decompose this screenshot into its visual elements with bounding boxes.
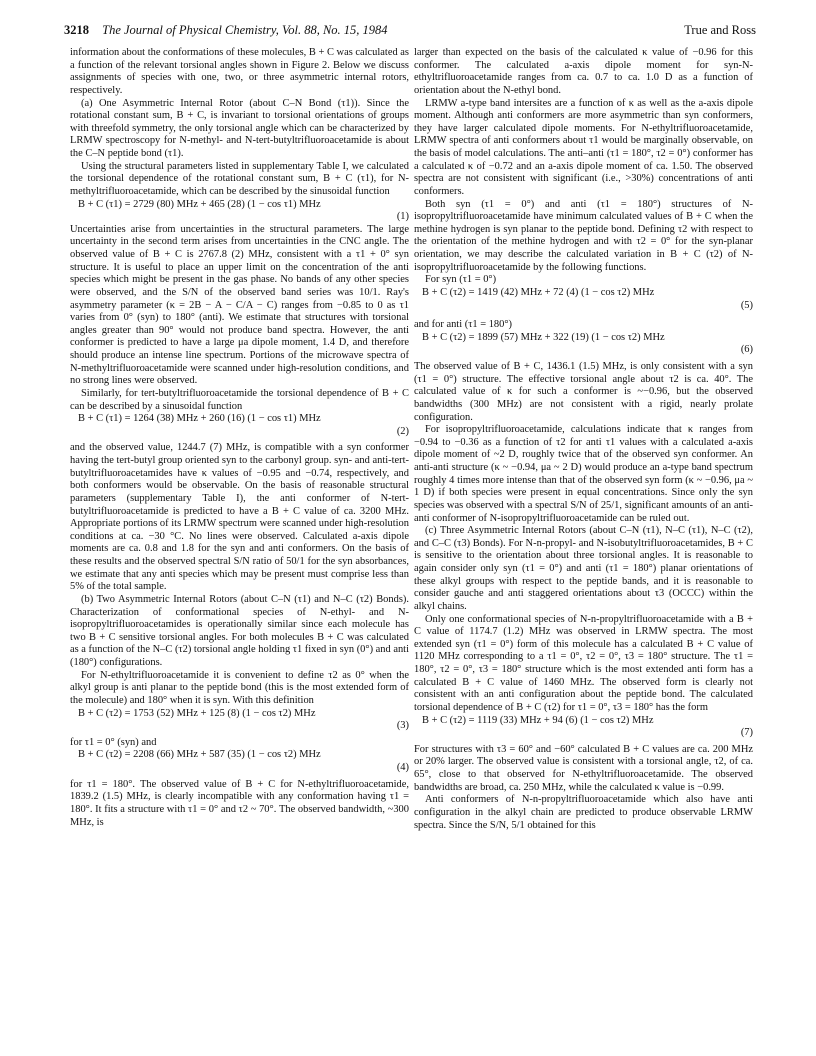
equation-text: B + C (τ2) = 1119 (33) MHz + 94 (6) (1 − cos τ2) MHz [422,714,654,726]
equation-number: (1) [396,211,409,223]
paragraph: and the observed value, 1244.7 (7) MHz, is compatible with a syn conformer having the tert-butyl group oriented syn to the carbonyl group. syn- and anti-tert-butyltrifluoroacetamides have κ values of −0.95 and −0.74, respectively, and both conformers would be observable. On the basis of reasonable structural parameters (supplementary Table I), the anti conformer of N-tert-butyltrifluoroacetamide is predicted to have a B + C value of ca. 3200 MHz. Appropriate portions of its LRMW spectrum were scanned under high-resolution conditions at ca. −30 °C. No lines were observed. Calculated a-axis dipole moments are ca. 0.8 and 1.8 for the syn and anti conformers. On the basis of these results and the observed spectral S/N ratio of 50/1 for the syn absorbances, we estimate that any anti species which may be present must comprise less than 5% of the total sample. [70,442,409,593]
equation-text: B + C (τ2) = 2208 (66) MHz + 587 (35) (1 − cos τ2) MHz [78,749,321,761]
section-c-paragraph: (c) Three Asymmetric Internal Rotors (about C–N (τ1), N–C (τ1), N–C (τ2), and C–C (τ3) Bonds). For N-n-propyl- and N-isobutyltrifluoroacetamides, B + C is sensitive to the orientation about three torsional angles. It is reasonable to again consider only syn (τ1 = 0°) and anti (τ1 = 180°) planar orientations of these alkyl groups with respect to the peptide bands, and it is reasonable to consider gauche and anti staggered orientations about τ3 (OCCC) within the alkyl chains. [414,525,753,612]
page-header [64,20,756,40]
equation-number: (3) [396,720,409,732]
equation-2 [70,413,409,426]
equation-number: (4) [396,762,409,773]
paragraph: larger than expected on the basis of the calculated κ value of −0.96 for this conformer. The calculated a-axis dipole moment for syn-N-ethyltrifluoroacetamide ranges from ca. 0.7 to ca. 1.0 D as a function of orientation about the N-ethyl bond. [414,47,753,96]
paragraph: information about the conformations of these molecules, B + C was calculated as a function of the relevant torsional angles shown in Figure 2. Below we discuss assignments of species with one, two, or three asymmetric internal rotors, respectively. [70,47,409,96]
paragraph: Similarly, for tert-butyltrifluoroacetamide the torsional dependence of B + C can be described by a sinusoidal function [70,387,409,412]
paragraph: For structures with τ3 = 60° and −60° calculated B + C values are ca. 200 MHz or 20% larger. The observed value is consistent with a torsional angle, τ2, of ca. 65°, close to that observed for N-ethyltrifluoroacetamide. The observed bandwidths are broad, ca. 250 MHz, while the calculated κ value is −0.99. [414,743,753,793]
section-b-paragraph: (b) Two Asymmetric Internal Rotors (about C–N (τ1) and N–C (τ2) Bonds). Characterization of conformational species of N-ethyl- and N-isopropyltrifluoroacetamides is operationally similar since each molecule has two B + C sensitive torsional angles. For both molecules B + C was calculated as a function of the N–C (τ2) torsional angle holding τ1 fixed in syn (0°) and anti (180°) configurations. [70,593,409,668]
running-authors: True and Ross [684,23,756,37]
paragraph: LRMW a-type band intersites are a function of κ as well as the a-axis dipole moment. Although anti conformers are more asymmetric than syn conformers, they have larger calculated dipole moments. For N-ethyltrifluoroacetamide, LRMW spectra of anti conformers about τ1 would be marginally observable, on the basis of model calculations. The anti–anti (τ1 = 180°, τ2 = 0°) conformer has a calculated κ of −0.72 and an a-axis dipole moment of ca. 1.50. The observed spectra are not consistent with significant (i.e., >30%) concentrations of anti conformers. [414,97,753,197]
equation-6 [414,332,753,345]
paragraph: The observed value of B + C, 1436.1 (1.5) MHz, is only consistent with a syn (τ1 = 0°) structure. The effective torsional angle about τ2 is ca. 40°. The calculated value of κ for such a conformer is ~−0.96, but the observed bandwidths (300 MHz) are not consistent with a rigid, nearly prolate configuration. [414,361,753,423]
equation-text: B + C (τ1) = 2729 (80) MHz + 465 (28) (1 − cos τ1) MHz [78,198,321,210]
equation-3 [70,708,409,721]
equation-5 [414,287,753,300]
equation-1 [70,199,409,212]
equation-number: (2) [396,425,409,437]
equation-number: (6) [740,344,753,356]
paragraph: For N-ethyltrifluoroacetamide it is convenient to define τ2 as 0° when the alkyl group is anti planar to the peptide bond (this is the most extended form of the molecule) and 180° when it is syn. With this definition [70,669,409,706]
equation-text: B + C (τ2) = 1899 (57) MHz + 322 (19) (1 − cos τ2) MHz [422,331,665,343]
journal-title: The Journal of Physical Chemistry, Vol. 88, No. 15, 1984 [102,23,388,37]
right-column [414,47,753,832]
paragraph: Uncertainties arise from uncertainties in the structural parameters. The large uncertainty in the second term arises from uncertainties in the CNC angle. The observed value of B + C is 2767.8 (2) MHz, consistent with a τ1 + 0° syn structure. It is useful to place an upper limit on the concentration of the anti species which might be present in the gas phase. No bands of any other species were observed, and the S/N of the observed band series was 10/1. Ray's asymmetry parameter (κ = 2B − A − C/A − C) ranges from −0.85 to 0 as τ1 varies from 0° (syn) to 180° (anti). We estimate that structures with torsional angles greater than 90° would not produce band spectra. However, the anti conformer is predicted to have a large μa dipole moment, 1.4 D, and therefore should produce an intense line spectrum. Portions of the microwave spectra of N-methyltrifluoroacetamide were scanned under high-resolution conditions, and no strong lines were observed. [70,223,409,387]
paragraph: for τ1 = 0° (syn) and [70,736,157,748]
page-number: 3218 [64,23,89,37]
paragraph: for τ1 = 180°. The observed value of B + C for N-ethyltrifluoroacetamide, 1839.2 (1.5) MHz, is clearly incompatible with any conformation having τ1 = 180°. It fits a structure with τ1 = 0° and τ2 ~ 70°. The observed bandwidth, ~300 MHz, is [70,778,409,828]
paragraph: and for anti (τ1 = 180°) [414,319,513,331]
left-column [70,47,409,829]
equation-7 [414,715,753,728]
equation-text: B + C (τ2) = 1419 (42) MHz + 72 (4) (1 − cos τ2) MHz [422,286,655,298]
equation-number: (5) [740,299,753,311]
paragraph: Anti conformers of N-n-propyltrifluoroacetamide which also have anti configuration in the alkyl chain are predicted to produce observable LRMW spectra. Since the S/N, 5/1 obtained for this [414,794,753,831]
paragraph: Only one conformational species of N-n-propyltrifluoroacetamide with a B + C value of 1174.7 (1.2) MHz was observed in LRMW spectra. The most extended syn (τ1 = 0°) form of this molecule has a calculated B + C value of 1120 MHz corresponding to a τ1 = 0°, τ2 = 0°, τ3 = 180° structure. The τ1 = 180°, τ2 = 0°, τ3 = 180° structure which is the most extended anti form has a calculated B + C value of 1460 MHz. The observed form is clearly not consistent with an anti configuration about the peptide bond. The calculated torsional dependence of B + C (τ2) for τ1 = 0°, τ3 = 180° has the form [414,613,753,713]
equation-number: (7) [740,727,753,739]
paragraph: Both syn (τ1 = 0°) and anti (τ1 = 180°) structures of N-isopropyltrifluoroacetamide have minimum calculated values of B + C when the methine hydrogen is syn planar to the peptide bond. Defining τ2 with respect to the orientation of the methine hydrogen and with τ2 = 0° for the syn-planar orientation, we may describe the calculated variation in B + C (τ2) of N-isopropyltrifluoroacetamide by the following functions. [414,198,753,273]
paragraph: Using the structural parameters listed in supplementary Table I, we calculated the torsional dependence of the rotational constant sum, B + C (τ1), for N-methyltrifluoroacetamide, which can be described by the sinusoidal function [70,160,409,197]
equation-4 [70,749,409,762]
section-a-paragraph: (a) One Asymmetric Internal Rotor (about C–N Bond (τ1)). Since the rotational constant sum, B + C, is invariant to torsional orientations of groups with threefold symmetry, the only torsional angle which can be characterized by LRMW spectroscopy for N-methyl- and N-tert-butyltrifluoroacetamide is about the C–N peptide bond (τ1). [70,97,409,159]
paragraph: For isopropyltrifluoroacetamide, calculations indicate that κ ranges from −0.94 to −0.36 as a function of τ2 for anti τ1 values with a calculated a-axis dipole moment of ~2 D, roughly twice that of the observed syn conformer. An anti-anti structure (κ ~ −0.94, μa ~ 2 D) would produce an a-type band spectrum roughly 4 times more intense than that of the observed syn form (κ ~ −0.96, μa ~ 1 D) if both species were present in equal concentrations. Since only the syn species was observed with a spectral S/N of 25/1, significant amounts of an anti-anti conformer of N-isopropyltrifluoroacetamide can be ruled out. [414,424,753,524]
equation-text: B + C (τ1) = 1264 (38) MHz + 260 (16) (1 − cos τ1) MHz [78,413,321,425]
equation-text: B + C (τ2) = 1753 (52) MHz + 125 (8) (1 − cos τ2) MHz [78,707,316,719]
paragraph: For syn (τ1 = 0°) [425,274,497,286]
